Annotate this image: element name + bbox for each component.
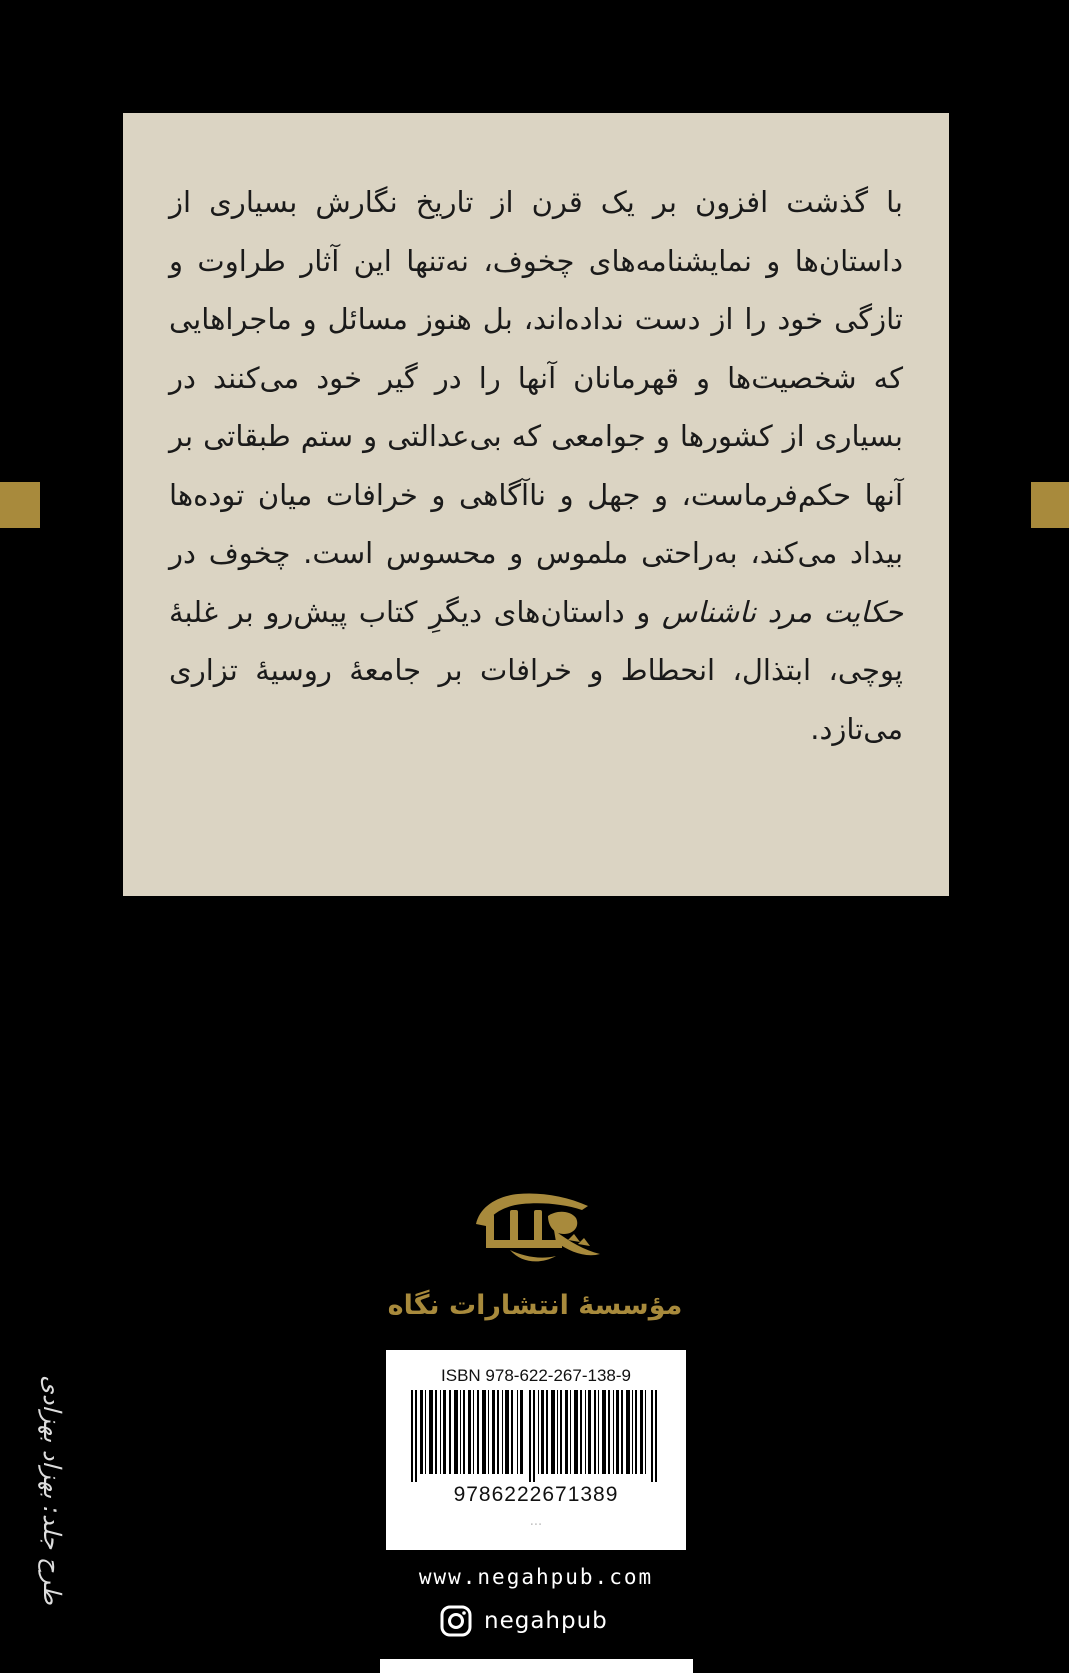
blurb-panel	[123, 113, 949, 896]
publisher-name: مؤسسهٔ انتشارات نگاه	[387, 1290, 683, 1321]
blurb-line: و ستم طبقاتی بر آنها حکم‌فرماست، و جهل و ناآگاهی	[169, 419, 903, 512]
blurb-line: می‌کنند در بسیاری از کشورها و جوامعی که بی‌عدالتی	[169, 360, 904, 453]
blurb-line: و ماجراهایی که شخصیت‌ها و قهرمانان آنها را در گیر خود	[169, 302, 903, 395]
blurb-line: داستان‌های دیگرِ کتاب پیش‌رو بر غلبهٔ پوچی، ابتذال،	[169, 594, 904, 687]
blurb-line: انحطاط و خرافات بر جامعهٔ روسیهٔ تزاری می‌تازد.	[169, 653, 903, 746]
blurb-line: طراوت و تازگی خود را از دست نداده‌اند، بل هنوز مسائل	[169, 243, 904, 336]
instagram-icon	[440, 1605, 472, 1637]
blurb-text	[169, 173, 903, 758]
instagram-handle: negahpub	[484, 1608, 608, 1634]
barcode-digits: 9786222671389	[453, 1483, 619, 1506]
bottom-white-strip	[380, 1659, 693, 1673]
negah-quill-logo-icon	[470, 1180, 604, 1266]
instagram-link[interactable]	[440, 1604, 640, 1638]
left-gold-marker	[0, 482, 40, 528]
isbn-barcode	[386, 1350, 686, 1550]
blurb-line: از داستان‌ها و نمایشنامه‌های چخوف، نه‌تنها این آثار	[169, 185, 904, 278]
barcode-bars	[411, 1390, 661, 1482]
blurb-line: و خرافات میان توده‌ها بیداد می‌کند، به‌راحتی ملموس	[169, 477, 904, 570]
book-title-italic: حکایت مرد ناشناس	[661, 594, 904, 629]
website-link[interactable]: www.negahpub.com	[418, 1565, 654, 1589]
blurb-line-8-start: و محسوس است. چخوف در	[169, 536, 524, 570]
right-gold-marker	[1031, 482, 1069, 528]
blurb-line-8-end: و	[636, 594, 662, 629]
cover-designer-signature: طرح جلد: بهزاد بهزادی	[38, 1375, 66, 1605]
blurb-line: با گذشت افزون بر یک قرن از تاریخ نگارش بسیاری	[209, 185, 904, 219]
isbn-label: ISBN 978-622-267-138-9	[441, 1366, 631, 1385]
barcode-faint-text: ...	[529, 1514, 543, 1529]
